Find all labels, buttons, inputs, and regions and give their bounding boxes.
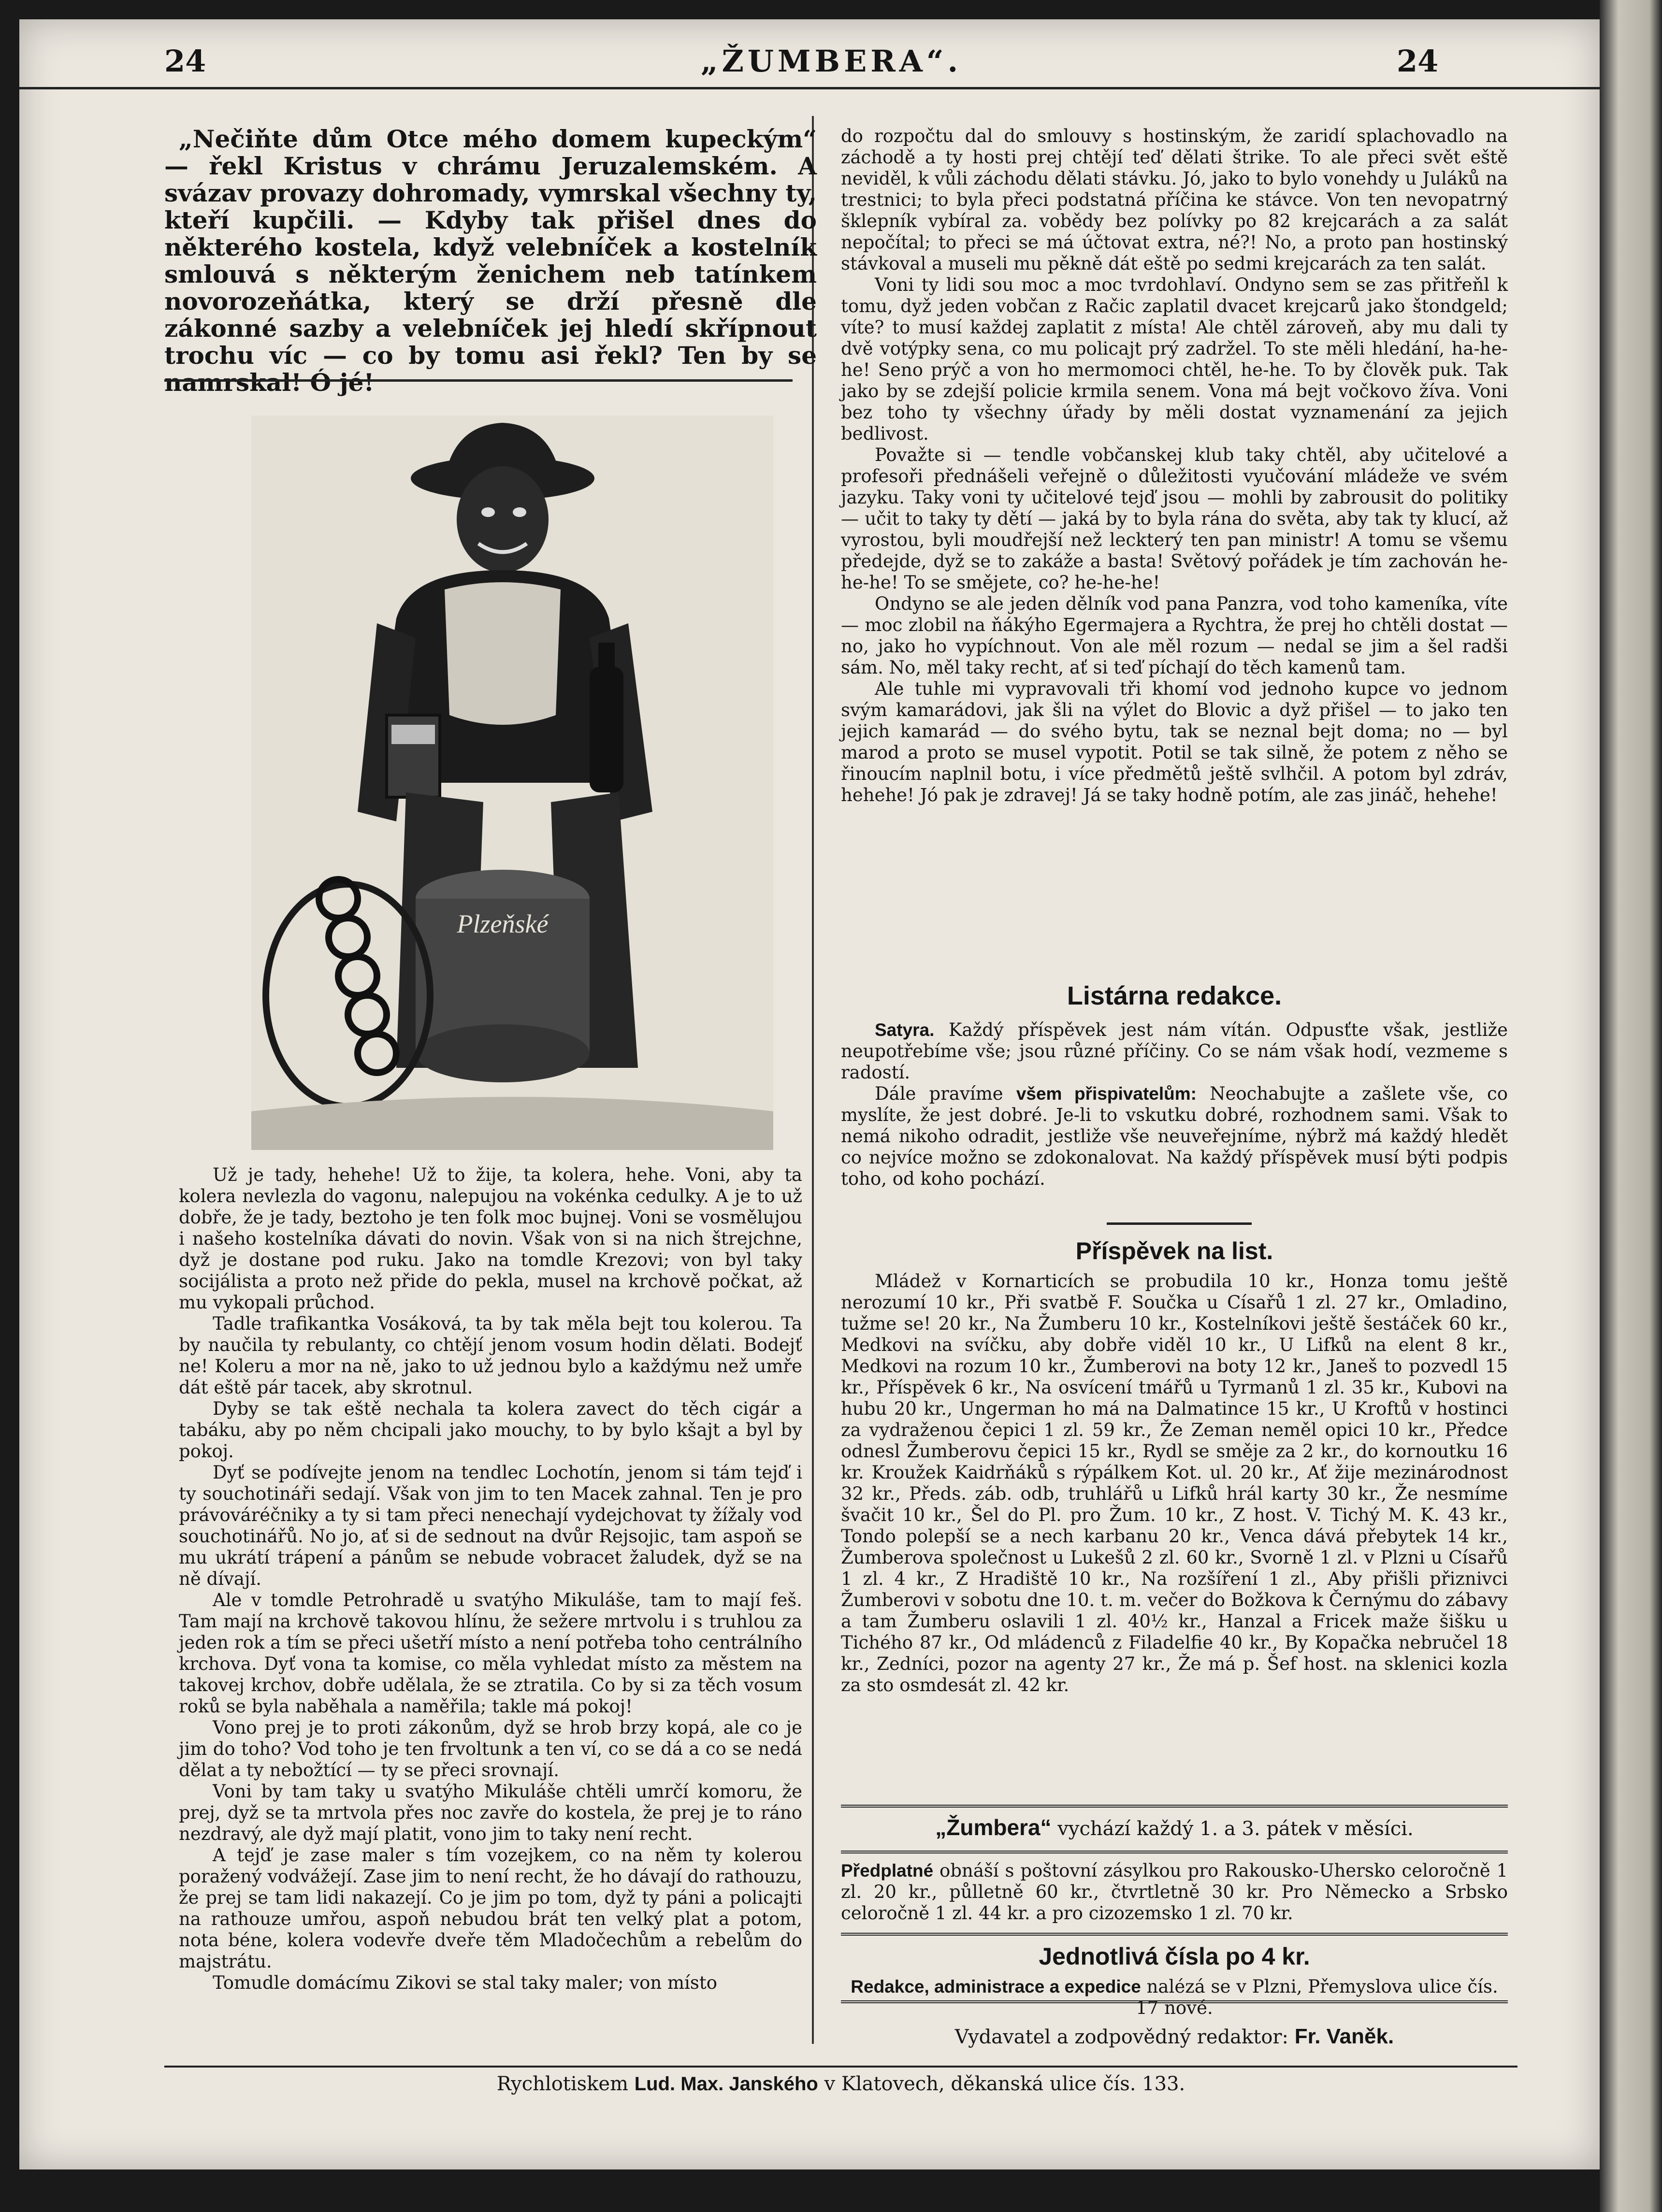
listarna-section bbox=[841, 1020, 1508, 1190]
left-paragraph-8: A tejď je zase maler s tím vozejkem, co na něm ty kolerou poražený vodvážejí. Zase jim to není recht, že ho dávají do rathouzu, že prej se tam lidi nakazejí. Co je jim po tom, dyž ty páni a policajti na rathouze umřou, aspoň nebudou brát ten velký plat a potom, nota béne, kolera vodevře dveře těm Mladočechům a rebelům do majstrátu. bbox=[179, 1845, 802, 1972]
right-paragraph-3: Považte si — tendle vobčanskej klub taky chtěl, aby učitelové a profesoři přednášeli veřejně o důležitosti vyučování mládeže ve svém jazyku. Taky voni ty učitelové tejď jsou — mohli by zabrousit do politiky — učit to taky ty dětí — jaká by to byla rána do světa, aby tak ty klucí, až vyrostou, byli moudřejší než leckterý ten pan ministr! A tomu se všemu předejde, dyž se to zakáže a basta! Světový pořádek je tím zachován he-he-he! To se smějete, co? he-he-he! bbox=[841, 445, 1508, 593]
left-paragraph-5: Ale v tomdle Petrohradě u svatýho Mikuláše, tam to mají feš. Tam mají na krchově takovou hlínu, že sežere mrtvolu i s truhlou za jeden rok a tím se přeci ušetří místo a není potřeba toho centrálního krchova. Dyť vona ta komise, co měla vyhledat místo za městem na takovej krchov, dobře udělala, že se ztratila. Co by si za těch vosum roků se byla naběhala a naměřila; takle má pokoj! bbox=[179, 1590, 802, 1717]
right-paragraph-2: Voni ty lidi sou moc a moc tvrdohlaví. Ondyno sem se zas přitřeňl k tomu, dyž jeden vobčan z Račic zaplatil dvacet krejcarů jako štondgeld; víte? to musí každej zaplatit z místa! Ale chtěl zároveň, aby mu dali ty dvě votýpky sena, co mu policajt prý zadržel. To ste měli hledání, ha-he-he! Seno prýč a von ho mermomoci chtěl, he-he. To by člověk puk. Tak jako by se zdejší policie krmila senem. Vona má bejt vočkovo žíva. Voni bez toho ty všechny úřady by měli dostat vyznamenání za jejich bedlivost. bbox=[841, 274, 1508, 444]
publisher-label: Vydavatel a zodpovědný redaktor: bbox=[954, 2026, 1289, 2048]
page-number-left: 24 bbox=[164, 43, 206, 79]
right-paragraph-1: do rozpočtu dal do smlouvy s hostinským, že zaridí splachovadlo na záchodě a ty hosti prej chtějí teď dělati štrike. To ale přeci svět eště neviděl, k vůli záchodu dělati stávku. Jó, jako to bylo vonehdy u Juláků na trestnici; to byla přeci podstatná příčina ke stávce. Von ten nevopatrný šklepník vybíral za. vobědy bez polívky po 82 krejcarách a za salát nepočítal; to přeci se má účtovat extra, né?! No, a proto pan hostinský stávkoval a museli mu pěkně dát eště po sedmi krejcarách za ten salát. bbox=[841, 126, 1508, 274]
subscription-label: Předplatné bbox=[841, 1861, 934, 1881]
prispevek-list: Mládež v Kornarticích se probudila 10 kr., Honza tomu ještě nerozumí 10 kr., Při svatbě F. Součka u Císařů 1 zl. 27 kr., Omladino, tužme se! 20 kr., Na Žumberu 10 kr., Kostelníkovi ještě šestáček 60 kr., Medkovi na svíčku, aby dobře viděl 10 kr., U Lifků na elent 8 kr., Medkovi na rozum 10 kr., Žumberovi na boty 12 kr., Janeš to pozvedl 15 kr., Příspěvek 6 kr., Na osvícení tmářů u Tyrmanů 1 zl. 35 kr., Kubovi na hubu 20 kr., Ungerman ho má na Dalmatince 15 kr., U Kroftů v hostinci za vydraženou čepici 1 zl. 59 kr., Že Zeman neměl opici 10 kr., Předce odnesl Žumberovu čepici 15 kr., Rydl se směje za 2 kr., do kornoutku 16 kr. Kroužek Kaidrňáků s rýpálkem Kot. ul. 20 kr., Ať žije mezinárodnost 32 kr., Předs. záb. odb, truhlářů u Lifků hrál karty 30 kr., Že nesmíme švačit 10 kr., Šel do Pl. pro Žum. 10 kr., Z host. V. Tichý M. K. 43 kr., Tondo polepší se a nech karbanu 20 kr., Venca dává přebytek 14 kr., Žumberova společnost u Lukešů 2 zl. 60 kr., Svorně 1 zl. v Plzni u Císařů 1 zl. 4 kr., Z Hradiště 10 kr., Na rozšíření 1 zl., Aby přišli přiznivci Žumberovi v sobotu dne 10. t. m. večer do Božkova k Černýmu do zábavy a tam Žumberu oslavili 1 zl. 40½ kr., Hanzal a Fricek maže šišku u Tichého 87 kr., Od mládenců z Filadelfie 40 kr., By Kopačka nebručel 18 kr., Zedníci, pozor na agenty 27 kr., Že má p. Šef host. na sklenici kozla za sto osmdesát zl. 42 kr. bbox=[841, 1271, 1508, 1695]
left-paragraph-4: Dyť se podívejte jenom na tendlec Lochotín, jenom si tám tejď i ty souchotináři sedají. Však von jim to ten Macek zahnal. Ten je pro právováréčniky a ty si tam přeci nenechají vydejchovat ty žížaly vod souchotinářů. No jo, ať si de sednout na dvůr Rejsojic, tam aspoň se mu ukrátí trápení a pánům se nebude vobracet žaludek, dyž se na ně dívají. bbox=[179, 1462, 802, 1589]
address-paragraph bbox=[841, 1976, 1508, 2019]
quote-rule bbox=[164, 379, 793, 382]
publication-schedule bbox=[841, 1814, 1508, 1840]
footer-rule bbox=[841, 1933, 1508, 1936]
footer-rule bbox=[841, 2000, 1508, 2003]
printer-address: v Klatovech, děkanská ulice čís. 133. bbox=[824, 2073, 1185, 2095]
left-paragraph-7: Voni by tam taky u svatýho Mikuláše chtěli umrčí komoru, že prej, dyž se ta mrtvola přes noc zavře do kostela, že prej je to ráno nezdravý, ale dyž mají platit, vono jim to taky není recht. bbox=[179, 1781, 802, 1844]
listarna-heading: Listárna redakce. bbox=[1067, 981, 1282, 1010]
left-paragraph-6: Vono prej je to proti zákonům, dyž se hrob brzy kopá, ale co je jim do toho? Vod toho je ten frvoltunk a ten ví, co se dá a co se nedá dělat a ty nebožtící — ty se přeci srovnají. bbox=[179, 1717, 802, 1781]
adjacent-page-edge bbox=[1600, 0, 1662, 2212]
address-label: Redakce, administrace a expedice bbox=[851, 1977, 1141, 1997]
listarna-addressee: Satyra. bbox=[875, 1020, 935, 1040]
right-paragraph-4: Ondyno se ale jeden dělník vod pana Panzra, vod toho kameníka, víte — moc zlobil na ňákýho Egermajera a Rychtra, že prej ho chtěli dostat — no, jako ho vypíchnout. Von ale měl rozum — nedal se jim a šel radši sám. No, měl taky recht, ať si teď píchají do těch kamenů tam. bbox=[841, 593, 1508, 678]
footer-rule bbox=[841, 1805, 1508, 1808]
prispevek-heading: Příspěvek na list. bbox=[1075, 1237, 1273, 1264]
left-article bbox=[179, 1164, 802, 1994]
newspaper-page bbox=[19, 19, 1600, 2169]
address-text: nalézá se v Plzni, Přemyslova ulice čís. 17 nové. bbox=[1136, 1976, 1498, 2018]
editorial-address bbox=[841, 1976, 1508, 2019]
listarna-paragraph-1 bbox=[841, 1020, 1508, 1083]
printer-name: Lud. Max. Janského bbox=[634, 2073, 818, 2095]
header-rule bbox=[19, 87, 1600, 89]
bottom-rule bbox=[164, 2066, 1517, 2068]
left-paragraph-1: Už je tady, hehehe! Už to žije, ta kolera, hehe. Voni, aby ta kolera nevlezla do vagonu, nalepujou na vokénka cedulky. A je to už dobře, že je tady, beztoho je ten folk moc bujnej. Voni se vosmělujou i našeho kostelníka dávati do novin. Však von si na nich štrejchne, dyž je dostane pod ruku. Jako na tomdle Krezovi; von byl taky socijálista a proto než přide do pekla, musel na krchově počkat, až mu vykopali průchod. bbox=[179, 1164, 802, 1313]
illustration-peasant-with-beer bbox=[251, 416, 773, 1150]
single-issue-price: Jednotlivá čísla po 4 kr. bbox=[1039, 1943, 1310, 1970]
printer-prefix: Rychlotiskem bbox=[496, 2073, 629, 2095]
subscription-paragraph bbox=[841, 1860, 1508, 1924]
masthead-title: „ŽUMBERA“. bbox=[700, 43, 962, 79]
left-paragraph-9: Tomudle domácímu Zikovi se stal taky maler; von místo bbox=[213, 1972, 718, 1993]
schedule-text: vychází každý 1. a 3. pátek v měsíci. bbox=[1057, 1818, 1414, 1840]
barrel-label: Plzeňské bbox=[457, 909, 549, 938]
quote-paragraph: „Nečiňte dům Otce mého domem kupeckým“ — řekl Kristus v chrámu Jeruzalemském. A svázav provazy dohromady, vymrskal všechny ty, kteří kupčili. — Kdyby tak přišel dnes do některého kostela, když velebníček a kostelník smlouvá s některým ženichem neb tatínkem novorozeňátka, který se drží přesně dle zákonné sazby a velebníček jej hledí skřípnout trochu víc — co by tomu asi řekl? Ten by se namrskal! Ó jé! bbox=[164, 125, 817, 397]
opening-quote bbox=[164, 126, 817, 396]
page-number-right: 24 bbox=[1397, 43, 1439, 79]
column-divider bbox=[812, 116, 814, 2044]
printer-imprint bbox=[164, 2073, 1517, 2095]
footer-rule bbox=[841, 1851, 1508, 1853]
publisher-line bbox=[841, 2025, 1508, 2049]
listarna-intro: Dále pravíme bbox=[875, 1083, 1003, 1104]
listarna-reply: Každý příspěvek jest nám vítán. Odpusťte však, jestliže neupotřebíme vše; jsou různé příčiny. Co se nám však hodí, vezmeme s radostí. bbox=[841, 1020, 1508, 1083]
right-paragraph-5: Ale tuhle mi vypravovali tři khomí vod jednoho kupce vo jednom svým kamarádovi, jak šli na výlet do Blovic a dyž přišel — to jako ten jejich kamarád — do svého bytu, tak se neznal bejt doma; no — byl marod a proto se musel vypotit. Potil se tak silně, že potem z něho se řinoucím naplnil botu, i více předmětů ještě svlhčil. A potom byl zdráv, hehehe! Jó pak je zdravej! Já se taky hodně potím, ale zas jináč, hehehe! bbox=[841, 678, 1508, 805]
paper-name: „Žumbera“ bbox=[935, 1815, 1052, 1840]
section-rule bbox=[1107, 1222, 1252, 1225]
listarna-message: Neochabujte a zašlete vše, co myslíte, že jest dobré. Je-li to vskutku dobré, rozhodnem sami. Však to nemá nikoho odradit, jestliže vše neuveřejníme, nýbrž má každý hledět co nejvíce možno se zdokonalovat. Na každý příspěvek musí býti podpis toho, od koho pochází. bbox=[841, 1083, 1508, 1189]
listarna-paragraph-2 bbox=[841, 1083, 1508, 1190]
listarna-addressee-all: všem přispivatelům: bbox=[1016, 1084, 1197, 1104]
right-article bbox=[841, 126, 1508, 806]
left-paragraph-3: Dyby se tak eště nechala ta kolera zavect do těch cigár a tabáku, aby po něm chcipali jako mouchy, to by bylo kšajt a byl by pokoj. bbox=[179, 1398, 802, 1462]
publisher-name: Fr. Vaněk. bbox=[1294, 2025, 1394, 2048]
subscription-text: obnáší s poštovní zásylkou pro Rakousko-Uhersko celoročně 1 zl. 20 kr., půlletně 60 kr., čtvrtletně 30 kr. Pro Německo a Srbsko celoročně 1 zl. 44 kr. a pro cizozemsko 1 zl. 70 kr. bbox=[841, 1860, 1508, 1924]
left-paragraph-2: Tadle trafikantka Vosáková, ta by tak měla bejt tou kolerou. Ta by naučila ty rebulanty, co chtějí jenom vosum hodin dělati. Bodejť ne! Koleru a mor na ně, jako to už jednou bylo a každýmu než umře dát eště pár tacek, aby skrotnul. bbox=[179, 1313, 802, 1398]
subscription-info bbox=[841, 1860, 1508, 1924]
prispevek-section bbox=[841, 1271, 1508, 1696]
